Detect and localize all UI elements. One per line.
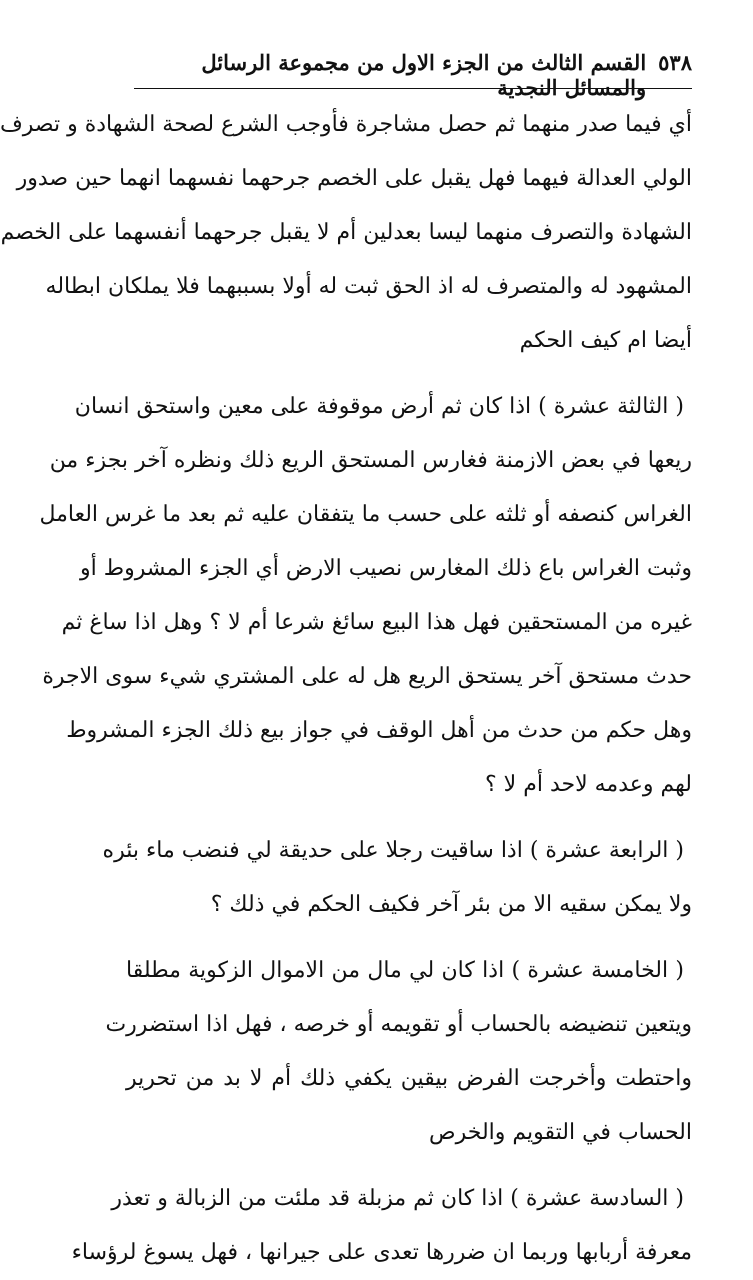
header-rule <box>134 88 692 89</box>
paragraph-gap <box>126 1160 692 1172</box>
text-line: الحساب في التقويم والخرص <box>429 1120 692 1145</box>
text-line: حدث مستحق آخر يستحق الريع هل له على المشتري شيء سوى الاجرة <box>42 664 692 689</box>
text-line: أي فيما صدر منهما ثم حصل مشاجرة فأوجب الشرع لصحة الشهادة و تصرف <box>0 112 692 137</box>
text-line: واحتطت وأخرجت الفرض بيقين يكفي ذلك أم لا بد من تحرير <box>126 1066 692 1091</box>
text-line: ولا يمكن سقيه الا من بئر آخر فكيف الحكم في ذلك ؟ <box>210 892 692 917</box>
page-body <box>0 98 692 1280</box>
text-line: ( الثالثة عشرة ) اذا كان ثم أرض موقوفة على معين واستحق انسان <box>74 394 684 419</box>
text-line: المشهود له والمتصرف له اذ الحق ثبت له أولا بسببهما فلا يملكان ابطاله <box>45 274 692 299</box>
text-line: ريعها في بعض الازمنة فغارس المستحق الريع ذلك ونظره آخر بجزء من <box>49 448 692 473</box>
text-line: ( الخامسة عشرة ) اذا كان لي مال من الاموال الزكوية مطلقا <box>126 958 684 983</box>
text-line: غيره من المستحقين فهل هذا البيع سائغ شرعا أم لا ؟ وهل اذا ساغ ثم <box>61 610 692 635</box>
text-line: أيضا ام كيف الحكم <box>519 328 692 353</box>
text-line: لهم وعدمه لاحد أم لا ؟ <box>485 772 692 797</box>
text-line: ( السادسة عشرة ) اذا كان ثم مزبلة قد ملئت من الزبالة و تعذر <box>111 1186 684 1211</box>
text-line: وثبت الغراس باع ذلك المغارس نصيب الارض أي الجزء المشروط أو <box>80 556 692 581</box>
paragraph-gap <box>126 812 692 824</box>
text-line: الغراس كنصفه أو ثلثه على حسب ما يتفقان عليه ثم بعد ما غرس العامل <box>39 502 692 527</box>
paragraph-gap <box>126 932 692 944</box>
page-number: ٥٣٨ <box>658 50 692 75</box>
page-header <box>134 50 692 100</box>
text-line: معرفة أربابها وربما ان ضررها تعدى على جيرانها ، فهل يسوغ لرؤساء <box>71 1240 692 1265</box>
text-line: ويتعين تنضيضه بالحساب أو تقويمه أو خرصه ، فهل اذا استضررت <box>105 1012 692 1037</box>
running-title: القسم الثالث من الجزء الاول من مجموعة الرسائل والمسائل النجدية <box>201 50 647 100</box>
text-line: وهل حكم من حدث من أهل الوقف في جواز بيع ذلك الجزء المشروط <box>66 718 692 743</box>
text-line: الشهادة والتصرف منهما ليسا بعدلين أم لا يقبل جرحهما أنفسهما على الخصم <box>0 220 692 245</box>
text-line: ( الرابعة عشرة ) اذا ساقيت رجلا على حديقة لي فنضب ماء بئره <box>102 838 684 863</box>
text-line: الولي العدالة فيهما فهل يقبل على الخصم جرحهما نفسهما انهما حين صدور <box>16 166 692 191</box>
paragraph-gap <box>126 368 692 380</box>
